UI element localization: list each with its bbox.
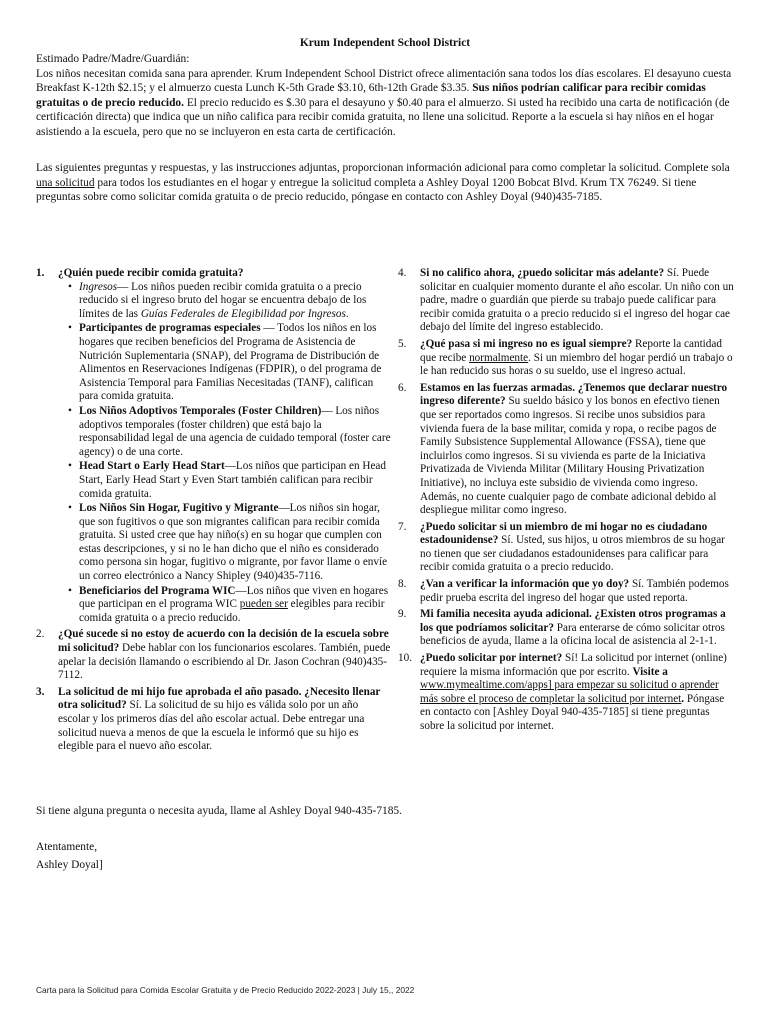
faq-left-column <box>36 267 392 757</box>
signoff: Atentamente, <box>36 841 98 853</box>
faq-item-9 <box>398 608 736 649</box>
faq-item-10: 10. ¿Puedo solicitar por internet? Sí! La solicitud por internet (online) requiere la misma información que por escrito. Visite a www.mymealtime.com/apps] para empezar su solicitud o aprender más sobre el proceso de completar la solicitud por internet. Póngase en contacto con [Ashley Doyal 940-435-7185] si tiene preguntas sobre la solicitud por internet. <box>398 652 727 732</box>
faq-question: Estamos en las fuerzas armadas. ¿Tenemos que declarar nuestro ingreso diferente? <box>420 381 728 408</box>
intro-paragraph-1 <box>36 67 736 140</box>
faq-question: Mi familia necesita ayuda adicional. ¿Existen otros programas a los que podríamos solicitar? <box>420 608 726 634</box>
faq-question: ¿Van a verificar la información que yo doy? <box>420 578 630 591</box>
faq-item-2 <box>36 628 392 682</box>
intro-p1-bold: Sus niños podrían calificar para recibir comidas gratuitas o de precio reducido. <box>36 82 706 109</box>
greeting: Estimado Padre/Madre/Guardián: <box>36 53 190 65</box>
eligibility-list <box>58 281 392 626</box>
intro-p1-text: Los niños necesitan comida sana para aprender. Krum Independent School District ofrece alimentación sana todos los días escolares. El desayuno cuesta Breakfast K-12th $2.15; y el almuerzo cuesta Lunch K-5th Grade $3.10, 6th-12th Grade $3.35. <box>36 67 732 95</box>
faq-right-column <box>398 267 736 737</box>
faq-number: 1. <box>36 267 45 279</box>
faq-number: 8. <box>398 578 407 591</box>
list-item: • Participantes de programas especiales — Todos los niños en los hogares que reciben beneficios del Programa de Asistencia de Nutrición Suplementaria (SNAP), del Programa de Distribución de Alimentos en Reservaciones Indígenas (FDPIR), o del programa de Asistencia Temporal para Familias Necesitadas (TANF), califican para comida gratuita. <box>68 322 392 404</box>
faq-item-5: 5. ¿Qué pasa si mi ingreso no es igual siempre? Reporte la cantidad que recibe normalmente. Si un miembro del hogar perdió un trabajo o le han reducido sus horas o su sueldo, use el ingreso actual. <box>398 337 733 378</box>
faq-item-1 <box>36 267 392 625</box>
list-item: • Head Start o Early Head Start—Los niños que participan en Head Start, Early Head Start y Even Start también califican para recibir comida gratuita. <box>68 460 392 501</box>
faq-question: ¿Puedo solicitar por internet? <box>420 652 563 665</box>
intro-p2-underline: una solicitud <box>36 176 95 189</box>
signature: Ashley Doyal] <box>36 859 103 871</box>
faq-item-7 <box>398 521 736 575</box>
faq-answer: Su sueldo básico y los bonos en efectivo tienen que ser reportados como ingresos. Si recibe unos subsidios para vivienda fuera de la base militar, comida y ropa, o recibe pagos de Family Subsistence Supplemental Allowance (FSSA), tiene que incluirlos como ingresos. Si su vivienda es parte de la Iniciativa Privatizada de Vivienda Militar (Military Housing Privatization Initiative), no incluya este subsidio de vivienda como ingreso. Además, no cuente cualquier pago de combate adicional debido al despliegue militar como ingreso. <box>420 395 720 517</box>
faq-question: ¿Quién puede recibir comida gratuita? <box>58 267 244 279</box>
faq-item-6 <box>398 382 736 518</box>
list-item: • Los Niños Sin Hogar, Fugitivo y Migrante—Los niños sin hogar, que son fugitivos o que son migrantes califican para recibir comida gratuita. Si usted cree que hay niño(s) en su hogar que cumplen con estas descripciones, y si no le han dicho que el niño es considerado como persona sin hogar, fugitivo o migrante, por favor llame o envíe un correo electrónico a Nancy Shipley (940)435-7116. <box>68 502 392 584</box>
footer: Carta para la Solicitud para Comida Escolar Gratuita y de Precio Reducido 2022-2023 | July 15,, 2022 <box>36 985 415 995</box>
faq-number: 3. <box>36 685 45 698</box>
faq-item-4 <box>398 267 736 335</box>
intro-section <box>36 52 736 140</box>
intro-p2-text: Las siguientes preguntas y respuestas, y las instrucciones adjuntas, proporcionan información adicional para como completar la solicitud. Complete sola <box>36 162 730 174</box>
list-item: • Beneficiarios del Programa WIC—Los niños que viven en hogares que participan en el programa WIC pueden ser elegibles para recibir comida gratuita o a precio reducido. <box>68 585 392 626</box>
faq-number: 2. <box>36 628 45 641</box>
faq-number: 10. <box>398 652 412 665</box>
list-item: • Ingresos— Los niños pueden recibir comida gratuita o a precio reducido si el ingreso bruto del hogar se encuentra debajo de los límites de las Guías Federales de Elegibilidad por Ingresos. <box>68 281 392 322</box>
faq-number: 9. <box>398 608 407 621</box>
faq-question: ¿Qué pasa si mi ingreso no es igual siempre? <box>420 337 633 350</box>
intro-p1-text-b: El precio reducido es $.30 para el desayuno y $0.40 para el almuerzo. Si usted ha recibido una carta de notificación (de certificación directa) que indica que un niño califica para recibir comida gratuita, no llene una solicitud. Reporte a la escuela si hay niños en el hogar asistiendo a la escuela, pero que no se incluyeron en esta carta de certificación. <box>36 96 730 138</box>
faq-answer: Sí. Puede solicitar en cualquier momento durante el año escolar. Un niño con un padre, madre o guardián que pierde su trabajo puede calificar para recibir comida gratuita o a precio reducido si el ingreso del hogar cae debajo del límite del ingreso establecido. <box>420 267 734 334</box>
faq-question: ¿Qué sucede si no estoy de acuerdo con la decisión de la escuela sobre mi solicitud? <box>58 628 389 655</box>
faq-answer: Debe hablar con los funcionarios escolares. También, puede apelar la decisión llamando o escribiendo al Dr. Jason Cochran (940)435-7112. <box>58 642 391 682</box>
faq-number: 7. <box>398 520 407 533</box>
mymealtime-link[interactable]: www.mymealtime.com/apps] para empezar su solicitud o aprender más sobre el proceso de completar la solicitud por internet <box>420 679 719 705</box>
faq-item-8 <box>398 578 736 605</box>
faq-number: 4. <box>398 267 407 279</box>
help-line: Si tiene alguna pregunta o necesita ayuda, llame al Ashley Doyal 940-435-7185. <box>36 805 402 817</box>
faq-question: La solicitud de mi hijo fue aprobada el año pasado. ¿Necesito llenar otra solicitud? <box>58 685 381 712</box>
intro-paragraph-2 <box>36 161 736 205</box>
faq-question: ¿Puedo solicitar si un miembro de mi hogar no es ciudadano estadounidense? <box>420 520 708 547</box>
faq-answer: Sí. Usted, sus hijos, u otros miembros de su hogar no tienen que ser ciudadanos estadounidenses para calificar para recibir comida gratuita o a precio reducido. <box>420 534 725 574</box>
faq-number: 6. <box>398 381 407 394</box>
faq-answer: Sí. La solicitud de su hijo es válida solo por un año escolar y los primeros días del año escolar actual. Debe entregar una solicitud nueva a menos de que la escuela le informó que su hijo es elegible para el nuevo año escolar. <box>58 699 365 753</box>
faq-number: 5. <box>398 337 407 350</box>
faq-item-3 <box>36 686 392 754</box>
list-item: • Los Niños Adoptivos Temporales (Foster Children)— Los niños adoptivos temporales (foster children) que está bajo la responsabilidad legal de una agencia de cuidado temporal (foster care agency) o de una corte. <box>68 405 392 459</box>
intro-p2-text-b: para todos los estudiantes en el hogar y entregue la solicitud completa a Ashley Doyal 1200 Bobcat Blvd. Krum TX 76249. Si tiene preguntas sobre como solicitar comida gratuita o de precio reducido, póngase en contacto con Ashley Doyal (940)435-7185. <box>36 176 697 204</box>
faq-question: Si no califico ahora, ¿puedo solicitar más adelante? <box>420 267 665 279</box>
faq-answer: Sí. También podemos pedir prueba escrita del ingreso del hogar que usted reporta. <box>420 578 729 604</box>
district-title: Krum Independent School District <box>299 37 471 49</box>
faq-answer: Para enterarse de cómo solicitar otros beneficios de ayuda, llame a la oficina local de asistencia al 2-1-1. <box>420 621 725 648</box>
